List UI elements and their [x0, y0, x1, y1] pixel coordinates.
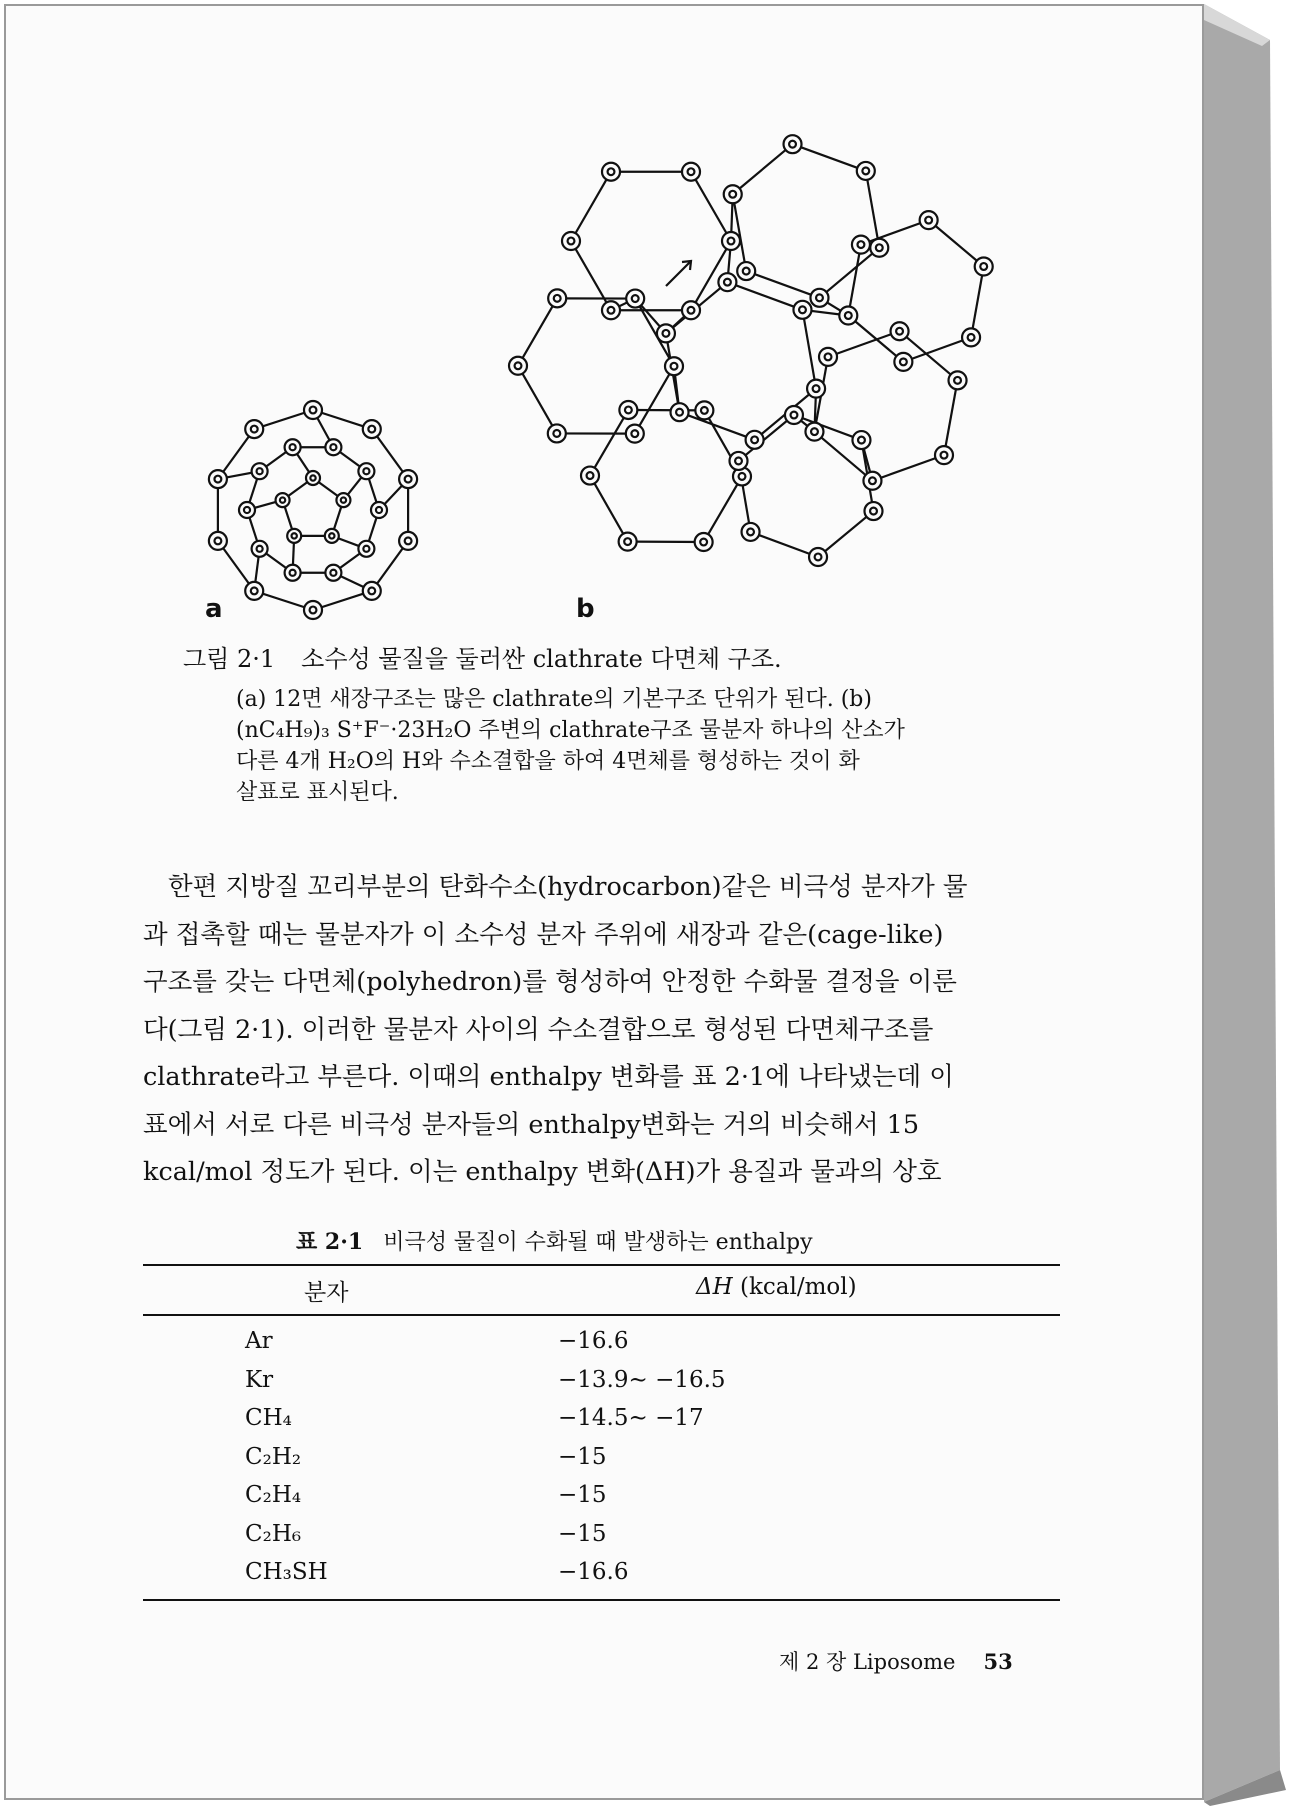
- caption-line: 다른 4개 H₂O의 H와 수소결합을 하여 4면체를 형성하는 것이 화: [236, 749, 860, 774]
- oxygen-atom: [724, 185, 742, 203]
- hydrogen-bond-line: [571, 172, 611, 241]
- table-title-text: 비극성 물질이 수화될 때 발생하는 enthalpy: [383, 1230, 813, 1255]
- hydrogen-bond-line: [635, 366, 674, 433]
- body-line: kcal/mol 정도가 된다. 이는 enthalpy 변화(ΔH)가 용질과 물과의 상호: [143, 1157, 942, 1187]
- oxygen-atom: [287, 529, 301, 543]
- dodecahedron-cage-a: [209, 401, 417, 619]
- body-line: 다(그림 2·1). 이러한 물분자 사이의 수소결합으로 형성된 다면체구조를: [143, 1014, 934, 1045]
- delta-h-symbol: ΔH: [696, 1274, 733, 1300]
- delta-h-cell: −15: [558, 1482, 607, 1508]
- hydrogen-bond-line: [590, 476, 628, 542]
- oxygen-atom: [682, 163, 700, 181]
- oxygen-atom: [975, 258, 993, 276]
- hydrogen-bond-line: [872, 455, 944, 481]
- molecule-cell: C₂H₂: [245, 1443, 302, 1470]
- table-row: [6, 1405, 1206, 1443]
- hydrogen-bond-line: [819, 248, 879, 298]
- oxygen-atom: [209, 470, 227, 488]
- hydrogen-bond-line: [571, 241, 611, 310]
- hydrogen-bond-line: [518, 298, 557, 365]
- oxygen-atom: [730, 452, 748, 470]
- table-top-rule: [143, 1264, 1060, 1266]
- caption-line: 살표로 표시된다.: [236, 780, 399, 805]
- book-page: [4, 4, 1204, 1800]
- figure-label-a: a: [205, 594, 223, 624]
- hydrogen-bond-line: [944, 380, 958, 455]
- oxygen-atom: [852, 236, 870, 254]
- oxygen-atom: [695, 401, 713, 419]
- oxygen-atom: [742, 523, 760, 541]
- oxygen-atom: [285, 565, 301, 581]
- oxygen-atom: [252, 463, 268, 479]
- molecule-cell: CH₃SH: [245, 1559, 328, 1585]
- oxygen-atom: [602, 301, 620, 319]
- hydrogen-bond-line: [794, 415, 861, 440]
- delta-h-unit: (kcal/mol): [739, 1274, 857, 1300]
- oxygen-atom: [276, 493, 290, 507]
- caption-number: 그림 2·1: [183, 645, 276, 673]
- table-header-rule: [143, 1314, 1060, 1316]
- oxygen-atom: [619, 401, 637, 419]
- oxygen-atom: [665, 357, 683, 375]
- oxygen-atom: [363, 420, 381, 438]
- oxygen-atom: [920, 211, 938, 229]
- oxygen-atom: [722, 232, 740, 250]
- oxygen-atom: [682, 301, 700, 319]
- delta-h-cell: −15: [558, 1443, 607, 1470]
- oxygen-atom: [602, 163, 620, 181]
- hydrogen-bond-line: [802, 310, 816, 389]
- oxygen-atom: [399, 532, 417, 550]
- oxygen-atom: [718, 273, 736, 291]
- oxygen-atom: [306, 471, 320, 485]
- oxygen-atom: [548, 424, 566, 442]
- oxygen-atom: [863, 472, 881, 490]
- oxygen-atom: [857, 162, 875, 180]
- hydrogen-bond-line: [971, 267, 984, 338]
- caption-title-line: [183, 639, 1063, 674]
- oxygen-atom: [562, 232, 580, 250]
- delta-h-cell: −14.5∼ −17: [558, 1405, 704, 1431]
- table-number: 표 2·1: [296, 1229, 364, 1255]
- body-paragraph: [143, 864, 1063, 1197]
- delta-h-cell: −16.6: [558, 1559, 629, 1585]
- oxygen-atom: [935, 446, 953, 464]
- delta-h-cell: −13.9∼ −16.5: [558, 1366, 726, 1393]
- hydrogen-bond-line: [704, 476, 742, 542]
- delta-h-cell: −15: [558, 1520, 607, 1547]
- molecule-cell: C₂H₄: [245, 1482, 302, 1508]
- hydrogen-bond-line: [727, 282, 802, 310]
- clathrate-figure: [6, 6, 1206, 626]
- hydrogen-bond-line: [733, 144, 793, 194]
- oxygen-atom: [358, 541, 374, 557]
- oxygen-atom: [864, 502, 882, 520]
- caption-line: (nC₄H₉)₃ S⁺F⁻·23H₂O 주변의 clathrate구조 물분자 하나의 산소가: [236, 718, 905, 743]
- hydrogen-bond-line: [751, 532, 818, 557]
- clathrate-cage-b: [509, 135, 993, 566]
- hydrogen-bond-line: [680, 412, 755, 440]
- caption-title: 소수성 물질을 둘러싼 clathrate 다면체 구조.: [301, 645, 782, 673]
- oxygen-atom: [626, 290, 644, 308]
- oxygen-atom: [784, 135, 802, 153]
- arrow-icon: [666, 261, 691, 286]
- figure-label-b: b: [576, 594, 595, 624]
- table-row: [6, 1482, 1206, 1520]
- oxygen-atom: [285, 439, 301, 455]
- oxygen-atom: [304, 401, 322, 419]
- table-row: [6, 1367, 1206, 1405]
- oxygen-atom: [548, 289, 566, 307]
- oxygen-atom: [304, 601, 322, 619]
- oxygen-atom: [737, 262, 755, 280]
- hydrogen-bond-line: [828, 331, 900, 357]
- oxygen-atom: [807, 380, 825, 398]
- oxygen-atom: [581, 467, 599, 485]
- oxygen-atom: [785, 406, 803, 424]
- body-line: 구조를 갖는 다면체(polyhedron)를 형성하여 안정한 수화물 결정을 이룬: [143, 967, 957, 997]
- oxygen-atom: [325, 565, 341, 581]
- oxygen-atom: [245, 420, 263, 438]
- table-row: [6, 1444, 1206, 1482]
- oxygen-atom: [626, 425, 644, 443]
- oxygen-atom: [671, 403, 689, 421]
- oxygen-atom: [870, 239, 888, 257]
- oxygen-atom: [245, 582, 263, 600]
- oxygen-atom: [336, 493, 350, 507]
- table-row: [6, 1521, 1206, 1559]
- oxygen-atom: [695, 533, 713, 551]
- body-line: 한편 지방질 꼬리부분의 탄화수소(hydrocarbon)같은 비극성 분자가 물: [168, 872, 968, 902]
- oxygen-atom: [619, 533, 637, 551]
- oxygen-atom: [949, 371, 967, 389]
- table-row: [6, 1559, 1206, 1597]
- hydrogen-bond-line: [929, 220, 984, 266]
- body-line: 표에서 서로 다른 비극성 분자들의 enthalpy변화는 거의 비슷해서 15: [143, 1109, 920, 1140]
- hydrogen-bond-line: [518, 366, 557, 434]
- oxygen-atom: [657, 324, 675, 342]
- table-bottom-rule: [143, 1599, 1060, 1601]
- oxygen-atom: [839, 306, 857, 324]
- table-row: [6, 1328, 1206, 1366]
- oxygen-atom: [325, 439, 341, 455]
- molecule-cell: Kr: [245, 1366, 274, 1393]
- hydrogen-bond-line: [793, 144, 866, 171]
- caption-line: (a) 12면 새장구조는 많은 clathrate의 기본구조 단위가 된다. (b): [236, 687, 872, 712]
- molecule-cell: C₂H₆: [245, 1520, 302, 1547]
- oxygen-atom: [358, 463, 374, 479]
- hydrogen-bond-line: [861, 220, 929, 244]
- oxygen-atom: [819, 348, 837, 366]
- table-header-molecule: 분자: [304, 1280, 349, 1306]
- oxygen-atom: [805, 423, 823, 441]
- hydrogen-bond-line: [818, 511, 873, 557]
- hydrogen-bond-line: [903, 337, 971, 361]
- oxygen-atom: [371, 502, 387, 518]
- hydrogen-bond-line: [691, 172, 731, 241]
- oxygen-atom: [239, 502, 255, 518]
- hydrogen-bond-line: [866, 171, 879, 248]
- body-line: clathrate라고 부른다. 이때의 enthalpy 변화를 표 2·1에 나타냈는데 이: [143, 1062, 954, 1092]
- body-line: 과 접촉할 때는 물분자가 이 소수성 분자 주위에 새장과 같은(cage-like): [143, 919, 944, 950]
- oxygen-atom: [252, 541, 268, 557]
- page-number: 53: [983, 1649, 1013, 1674]
- molecule-cell: Ar: [245, 1328, 273, 1354]
- oxygen-atom: [810, 289, 828, 307]
- oxygen-atom: [962, 328, 980, 346]
- caption-body: [236, 684, 1056, 808]
- oxygen-atom: [509, 357, 527, 375]
- oxygen-atom: [894, 353, 912, 371]
- hydrogen-bond-line: [848, 245, 861, 316]
- delta-h-cell: −16.6: [558, 1328, 629, 1354]
- oxygen-atom: [852, 431, 870, 449]
- oxygen-atom: [399, 470, 417, 488]
- oxygen-atom: [793, 301, 811, 319]
- oxygen-atom: [809, 548, 827, 566]
- oxygen-atom: [325, 529, 339, 543]
- molecule-cell: CH₄: [245, 1405, 292, 1431]
- table-title: [296, 1225, 813, 1256]
- chapter-title: 제 2 장 Liposome: [779, 1650, 956, 1674]
- oxygen-atom: [746, 431, 764, 449]
- oxygen-atom: [891, 322, 909, 340]
- hydrogen-bond-line: [590, 410, 628, 476]
- page-footer: [779, 1646, 1013, 1676]
- oxygen-atom: [363, 582, 381, 600]
- figure-caption: [183, 639, 1063, 808]
- table-header-delta-h: [696, 1274, 857, 1300]
- oxygen-atom: [209, 532, 227, 550]
